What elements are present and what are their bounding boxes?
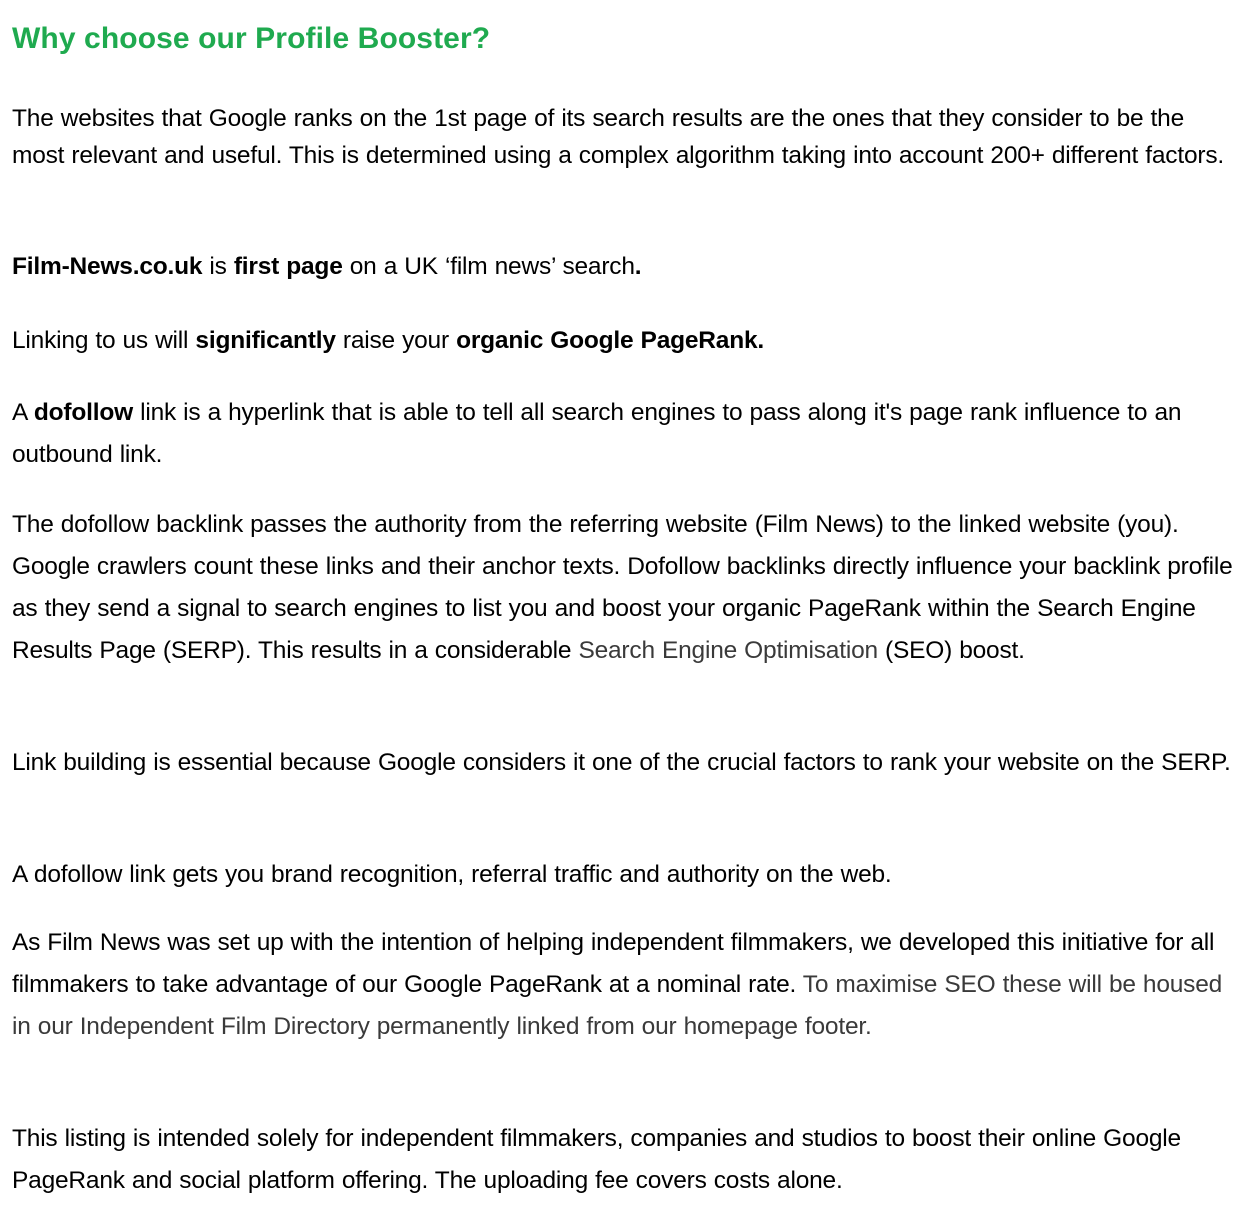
site-name: Film-News.co.uk xyxy=(12,253,203,280)
paragraph-brand-recognition: A dofollow link gets you brand recognition, referral traffic and authority on the web. xyxy=(12,861,892,888)
text-backlink-main: The dofollow backlink passes the authority from the referring website (Film News) to the linked website (you). Google crawlers count these links and their anchor texts. Dofollow backlinks directly influence your backlink profile as they send a signal to search engines to list you and boost your organic PageRank within the Search Engine Results Page (SERP). This results in a considerable xyxy=(12,511,1233,664)
paragraph-linking xyxy=(12,322,1238,359)
paragraph-film-news xyxy=(12,922,1238,1048)
text-directory: To maximise SEO these will be housed in our Independent Film Directory permanently linked from our homepage footer. xyxy=(12,971,1223,1040)
page-title: Why choose our Profile Booster? xyxy=(12,22,491,55)
paragraph-intro: The websites that Google ranks on the 1st page of its search results are the ones that they consider to be the most relevant and useful. This is determined using a complex algorithm taking into account 200+ different factors. xyxy=(12,105,1225,169)
seo-link[interactable]: Search Engine Optimisation xyxy=(578,637,878,664)
significantly-emphasis: significantly xyxy=(195,327,336,354)
paragraph-backlink xyxy=(12,504,1238,672)
organic-pagerank-emphasis: organic Google PageRank. xyxy=(456,327,765,354)
text-search: on a UK ‘film news’ search xyxy=(342,253,635,280)
text-a: A xyxy=(12,399,34,426)
paragraph-listing: This listing is intended solely for independent filmmakers, companies and studios to boost their online Google PageRank and social platform offering. The uploading fee covers costs alone. xyxy=(12,1125,1181,1194)
text-is: is xyxy=(202,253,234,280)
text-dofollow-rest: link is a hyperlink that is able to tell all search engines to pass along it's page rank influence to an outbound link. xyxy=(12,399,1182,468)
text-film-news-main: As Film News was set up with the intention of helping independent filmmakers, we developed this initiative for all filmmakers to take advantage of our Google PageRank at a nominal rate. xyxy=(12,929,1215,998)
paragraph-first-page xyxy=(12,248,1238,285)
dofollow-emphasis: dofollow xyxy=(33,399,133,426)
text-linking-lead: Linking to us will xyxy=(12,327,196,354)
text-raise: raise your xyxy=(335,327,457,354)
text-seo-boost: (SEO) boost. xyxy=(877,637,1025,664)
paragraph-dofollow-definition xyxy=(12,392,1238,476)
period: . xyxy=(634,253,642,280)
paragraph-link-building: Link building is essential because Google considers it one of the crucial factors to rank your website on the SERP. xyxy=(12,749,1231,776)
first-page-emphasis: first page xyxy=(233,253,343,280)
